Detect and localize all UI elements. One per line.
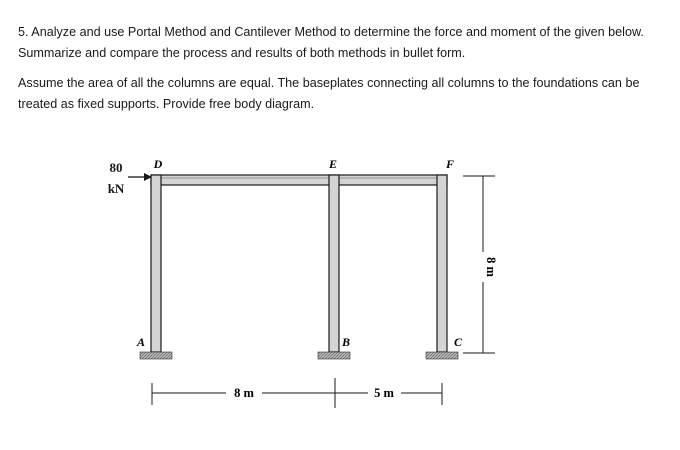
joint-label-c: C bbox=[453, 335, 463, 349]
joint-label-d: D bbox=[153, 157, 163, 171]
joint-label-b: B bbox=[341, 335, 351, 349]
load-arrow-icon bbox=[128, 173, 152, 181]
joint-label-a: A bbox=[136, 335, 146, 349]
problem-paragraph-2: Assume the area of all the columns are equal. The baseplates connecting all columns to the foundations can be treated as fixed supports. Provide free body diagram. bbox=[18, 76, 640, 111]
joint-label-e: E bbox=[328, 157, 338, 171]
dim-right-bay: 5 m bbox=[374, 386, 394, 400]
dim-height: 8 m bbox=[484, 257, 498, 277]
column-cf bbox=[437, 175, 447, 352]
load-value: 80 bbox=[109, 160, 123, 175]
load-unit: kN bbox=[107, 181, 125, 196]
fixed-support-c bbox=[426, 352, 458, 359]
joint-label-f: F bbox=[445, 157, 455, 171]
column-ad bbox=[151, 175, 161, 352]
column-be bbox=[329, 175, 339, 352]
dim-left-bay: 8 m bbox=[234, 386, 254, 400]
fixed-support-b bbox=[318, 352, 350, 359]
horizontal-dimension bbox=[152, 378, 442, 408]
beam-def bbox=[151, 175, 447, 185]
fixed-support-a bbox=[140, 352, 172, 359]
problem-paragraph-1: 5. Analyze and use Portal Method and Cantilever Method to determine the force and moment of the given below. Summarize and compare the process and results of both methods in bullet form. bbox=[18, 25, 644, 60]
